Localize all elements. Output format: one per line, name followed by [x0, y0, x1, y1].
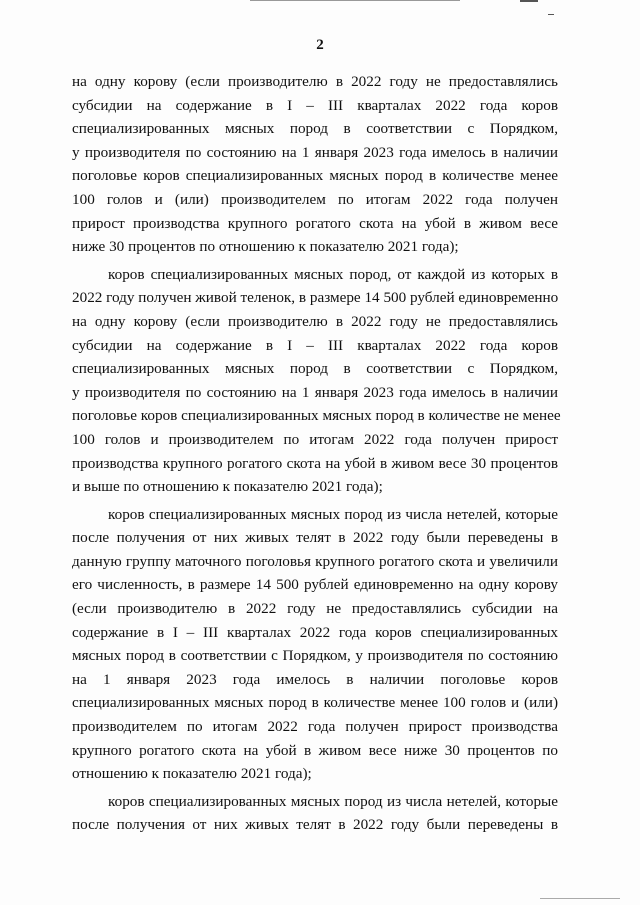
text-line: после получения от них живых телят в 2022 году были переведены в	[72, 529, 558, 547]
text-line: производства крупного рогатого скота на убой в живом весе 30 процентов	[72, 454, 558, 472]
text-line: крупного рогатого скота на убой в живом весе ниже 30 процентов по	[72, 741, 558, 759]
text-line: коров специализированных мясных пород из числа нетелей, которые	[108, 792, 558, 810]
scan-mark-top-right	[520, 0, 538, 2]
text-line: коров специализированных мясных пород, от каждой из которых в	[108, 265, 558, 283]
paragraph	[72, 70, 558, 259]
text-line: 100 голов и (или) производителем по итогам 2022 года получен	[72, 190, 558, 208]
text-line: специализированных мясных пород в соответствии с Порядком,	[72, 360, 558, 378]
text-line: у производителя по состоянию на 1 января 2023 года имелось в наличии	[72, 143, 558, 161]
paragraph	[72, 263, 561, 499]
text-line: поголовье коров специализированных мясных пород в количестве не менее	[72, 407, 561, 425]
text-line: (если производителю в 2022 году не предоставлялись субсидии на	[72, 600, 558, 618]
text-line: его численность, в размере 14 500 рублей единовременно на одну корову	[72, 576, 558, 594]
text-line: производителем по итогам 2022 года получен прирост производства	[72, 718, 558, 736]
scan-mark-corner	[548, 14, 554, 15]
text-line: прирост производства крупного рогатого скота на убой в живом весе	[72, 214, 558, 232]
text-line: после получения от них живых телят в 2022 году были переведены в	[72, 816, 558, 834]
scan-mark-top	[250, 0, 460, 1]
text-line: специализированных мясных пород в соответствии с Порядком,	[72, 120, 558, 138]
text-line: 100 голов и производителем по итогам 2022 года получен прирост	[72, 430, 558, 448]
document-body	[72, 70, 561, 837]
text-line: на 1 января 2023 года имелось в наличии поголовье коров	[72, 670, 558, 688]
text-line: коров специализированных мясных пород из числа нетелей, которые	[108, 505, 558, 523]
text-line: субсидии на содержание в I – III кварталах 2022 года коров	[72, 336, 558, 354]
paragraph	[72, 790, 558, 837]
text-line: отношению к показателю 2021 года);	[72, 765, 312, 783]
text-line: содержание в I – III кварталах 2022 года коров специализированных	[72, 623, 558, 641]
text-line: на одну корову (если производителю в 2022 году не предоставлялись	[72, 312, 558, 330]
page-number: 2	[316, 37, 324, 53]
scan-mark-bottom	[540, 898, 620, 899]
text-line: 2022 году получен живой теленок, в размере 14 500 рублей единовременно	[72, 289, 559, 307]
text-line: данную группу маточного поголовья крупного рогатого скота и увеличили	[72, 552, 558, 570]
text-line: у производителя по состоянию на 1 января 2023 года имелось в наличии	[72, 383, 558, 401]
text-line: субсидии на содержание в I – III кварталах 2022 года коров	[72, 96, 558, 114]
text-line: ниже 30 процентов по отношению к показателю 2021 года);	[72, 238, 459, 256]
text-line: и выше по отношению к показателю 2021 года);	[72, 478, 383, 496]
text-line: поголовье коров специализированных мясных пород в количестве менее	[72, 167, 558, 185]
paragraph	[72, 503, 558, 786]
text-line: на одну корову (если производителю в 2022 году не предоставлялись	[72, 73, 558, 90]
text-line: специализированных мясных пород в количестве менее 100 голов и (или)	[72, 694, 558, 712]
text-line: мясных пород в соответствии с Порядком, у производителя по состоянию	[72, 647, 558, 665]
